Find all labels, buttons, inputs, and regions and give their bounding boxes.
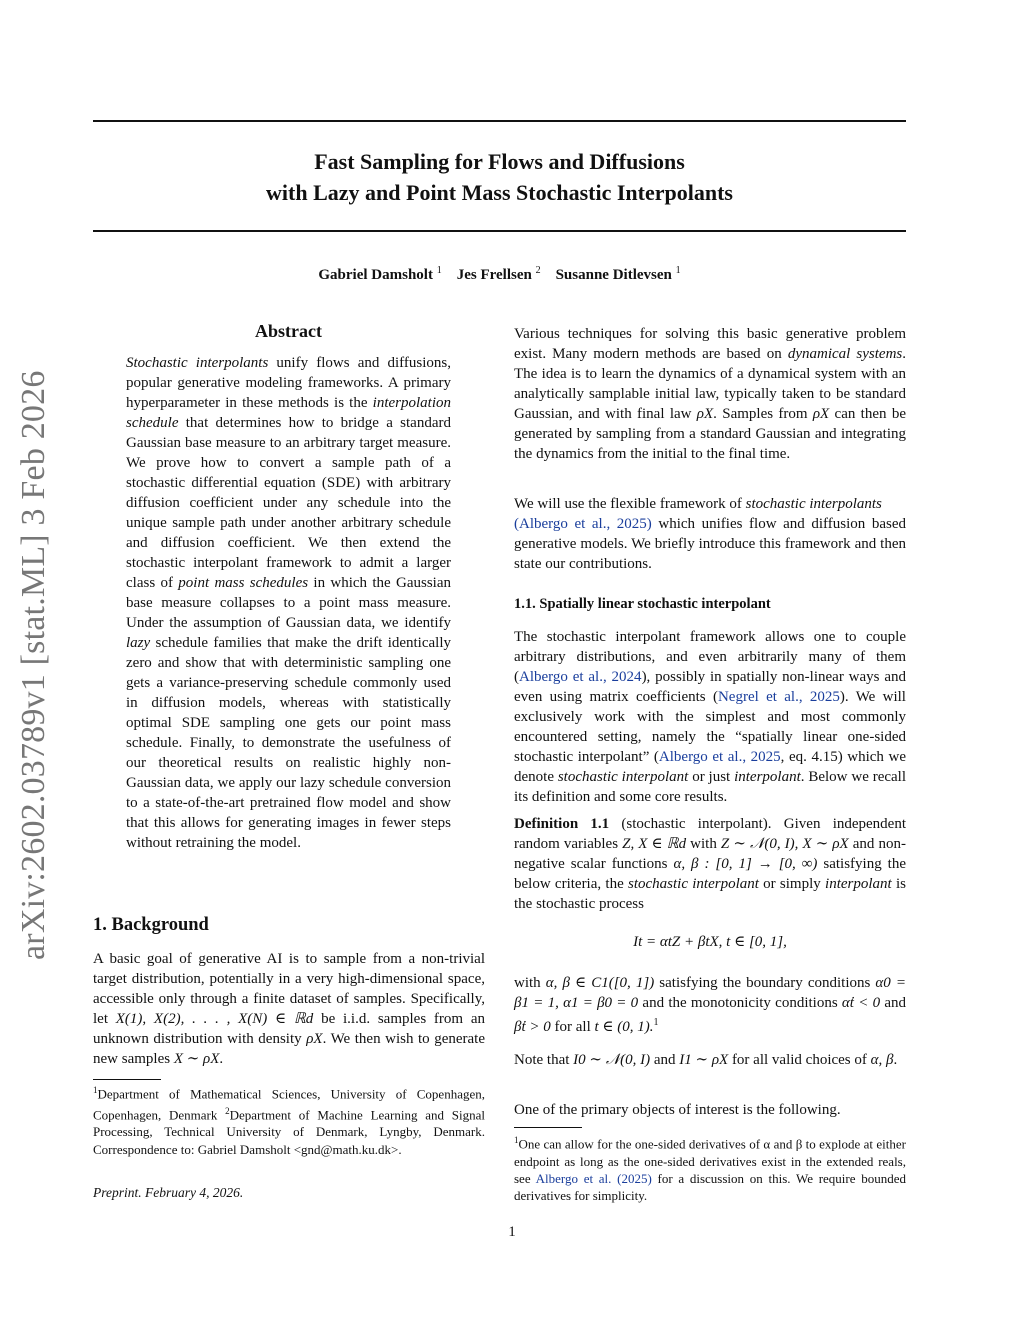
math-inline: α, β ∈ C1([0, 1]) (545, 975, 655, 991)
math-inline: Z ∼ 𝒩(0, I), X ∼ ρX (720, 836, 849, 852)
paragraph-text: Various techniques for solving this basic generative problem exist. Many modern methods are based on (514, 326, 906, 362)
paragraph-text: . Below we recall its definition and some core results. (514, 769, 906, 805)
footnote-mark: 1 (653, 1017, 659, 1028)
abstract-text: unify flows and diffusions, popular generative modeling frameworks. A primary hyperparameter in these methods is the (126, 355, 451, 411)
paragraph-text: dynamical systems (787, 346, 903, 362)
paragraph-text: stochastic interpolants (745, 496, 882, 512)
paragraph-text: stochastic interpolant (557, 769, 689, 785)
footnote-mark: 1 (514, 1135, 519, 1145)
paragraph-text: Note that (514, 1052, 574, 1068)
author-affiliation: 2 (535, 265, 541, 276)
paragraph-text: ). We will exclusively work with the simplest and most commonly encountered setting, namely the “spatially linear one-sided stochastic interpolant” ( (514, 689, 906, 765)
paragraph-text: is the stochastic process (514, 876, 906, 912)
math-inline: ρX (696, 406, 714, 422)
arxiv-identifier: arXiv:2602.03789v1 [stat.ML] 3 Feb 2026 (15, 370, 52, 960)
paragraph-text: and (650, 1052, 680, 1068)
math-inline: I0 ∼ 𝒩(0, I) (573, 1052, 651, 1068)
intro-paragraph-1 (514, 324, 906, 464)
paragraph-text: . The idea is to learn the dynamics of a dynamical system with an analytically samplable initial law, typically taken to be standard Gaussian, and with final law (514, 346, 906, 422)
paragraph-text: stochastic interpolant (627, 876, 759, 892)
paragraph-text: satisfying the below criteria, the (514, 856, 906, 892)
paragraph-text: (stochastic interpolant). (609, 816, 772, 832)
paragraph-text: . We then wish to generate new samples (93, 1031, 486, 1067)
abstract-text: Stochastic interpolants (126, 355, 269, 371)
paragraph-text: and (880, 995, 907, 1011)
paragraph-text: satisfying the boundary conditions (654, 975, 876, 991)
paragraph-text: . (893, 1052, 898, 1068)
citation-link[interactable]: Albergo et al., 2024 (519, 669, 642, 685)
paragraph-text: for all (550, 1019, 595, 1035)
abstract-text: in which the Gaussian base measure collapses to a point mass measure. Under the assumption of Gaussian data, we identify (126, 575, 451, 631)
citation-link[interactable]: Negrel et al., 2025 (717, 689, 840, 705)
paper-title (93, 146, 906, 208)
paragraph-text: with (686, 836, 721, 852)
footnote-mark: 2 (225, 1105, 230, 1116)
abstract-body (126, 353, 451, 853)
footnote-rule (514, 1127, 582, 1128)
math-inline: I1 ∼ ρX (679, 1052, 729, 1068)
page-number: 1 (508, 1224, 516, 1240)
paragraph-text: or simply (758, 876, 826, 892)
paragraph-text: Given independent random variables (514, 816, 907, 852)
paragraph-text: interpolant (825, 876, 892, 892)
footnote-rule (93, 1079, 161, 1080)
paragraph-text: ), possibly in spatially non-linear ways and even using matrix coefficients ( (514, 669, 906, 705)
math-inline: ρX (306, 1031, 323, 1047)
paragraph-text: We will use the flexible framework of (514, 496, 746, 512)
background-paragraph (93, 949, 485, 1069)
derivative-footnote (514, 1132, 906, 1205)
author-name: Gabriel Damsholt (318, 267, 433, 283)
interpolant-equation: It = αtZ + βtX, t ∈ [0, 1], (633, 934, 787, 950)
abstract-text: schedule families that make the drift identically zero and show that with deterministic sampling one gets a variance-preserving schedule commonly used in diffusion models, whereas with statistically optimal SDE sampling one gets our point mass schedule. Finally, to demonstrate the usefulness of our theoretical results on realistic highly non-Gaussian data, we apply our lazy schedule conversion to a state-of-the-art pretrained flow model and show that this allows for generating images in fewer steps without retraining the model. (126, 635, 451, 851)
intro-paragraph-2 (514, 494, 906, 574)
paragraph-text: for all valid choices of (728, 1052, 871, 1068)
title-top-rule (93, 120, 906, 122)
paragraph-text: or just (688, 769, 735, 785)
math-inline: α̇t < 0 (841, 995, 881, 1011)
citation-link[interactable]: Albergo et al. (2025) (535, 1170, 652, 1186)
paragraph-text: , eq. 4.15) which we denote (514, 749, 906, 785)
paragraph-text: and the monotonicity conditions (638, 995, 842, 1011)
paragraph-text: The stochastic interpolant framework allows one to couple arbitrary distributions, and even arbitrarily many of them ( (514, 629, 906, 685)
paragraph-text: A basic goal of generative AI is to sample from a non-trivial target distribution, potentially in a very high-dimensional space, accessible only through a finite dataset of samples. Specifically, let (93, 951, 485, 1027)
note-paragraph (514, 1050, 906, 1070)
closing-sentence: One of the primary objects of interest is the following. (514, 1102, 841, 1118)
paragraph-text: be i.i.d. samples from an unknown distribution with density (93, 1011, 486, 1047)
math-inline: β̇t > 0 (514, 1019, 551, 1035)
boundary-conditions-paragraph (514, 973, 906, 1037)
citation-link[interactable]: Albergo et al., 2025 (658, 749, 781, 765)
subsection-heading: 1.1. Spatially linear stochastic interpolant (514, 596, 771, 612)
paragraph-text: with (514, 975, 546, 991)
title-line-1: Fast Sampling for Flows and Diffusions (314, 149, 685, 174)
definition-block (514, 814, 906, 914)
math-inline: Z, X ∈ ℝd (622, 836, 687, 852)
math-inline: α, β : [0, 1] → [0, ∞) (673, 856, 818, 872)
interpolant-paragraph (514, 627, 906, 807)
abstract-text: point mass schedules (178, 575, 309, 591)
math-inline: α0 = β1 = 1, α1 = β0 = 0 (514, 975, 906, 1011)
citation-link[interactable]: (Albergo et al., 2025) (514, 516, 652, 532)
paragraph-text: . (219, 1051, 224, 1067)
section-heading-background: 1. Background (93, 915, 209, 935)
title-line-2: with Lazy and Point Mass Stochastic Interpolants (266, 180, 733, 205)
abstract-text: that determines how to bridge a standard Gaussian base measure to an arbitrary target measure. We prove how to convert a sample path of a stochastic differential equation (SDE) with arbitrary diffusion coefficient under any schedule into the unique sample path under another arbitrary schedule and diffusion coefficient. We then extend the stochastic interpolant framework to admit a larger class of (126, 415, 451, 591)
math-inline: ρX (812, 406, 830, 422)
math-inline: α, β (870, 1052, 894, 1068)
footnote-text: Department of Machine Learning and Signal Processing, Technical University of Denmark, Lyngby, Denmark. Correspondence to: Gabriel Damsholt <gnd@math.ku.dk>. (93, 1106, 485, 1157)
title-bottom-rule (93, 230, 906, 232)
abstract-text: lazy (126, 635, 151, 651)
abstract-heading: Abstract (255, 321, 322, 341)
abstract-text: interpolation schedule (126, 395, 451, 431)
footnote-text: Department of Mathematical Sciences, University of Copenhagen, Copenhagen, Denmark (93, 1086, 485, 1122)
author-name: Jes Frellsen (456, 267, 532, 283)
paragraph-text: . Samples from (713, 406, 813, 422)
author-affiliation: 1 (675, 265, 681, 276)
author-affiliation: 1 (436, 265, 442, 276)
math-inline: X ∼ ρX (173, 1051, 220, 1067)
footnote-text: for a discussion on this. We require bounded derivatives for simplicity. (514, 1170, 906, 1204)
math-inline: t ∈ (0, 1). (594, 1019, 654, 1035)
footnote-text: One can allow for the one-sided derivatives of α and β to explode at either endpoint as long as the one-sided derivatives exist in the extended reals, see (514, 1136, 906, 1186)
preprint-note (93, 1184, 243, 1201)
definition-label: Definition 1.1 (514, 816, 610, 832)
affiliation-footnote (93, 1082, 485, 1158)
paragraph-text: and non-negative scalar functions (514, 836, 907, 872)
preprint-text: Preprint. February 4, 2026. (93, 1185, 244, 1200)
footnote-mark: 1 (93, 1085, 98, 1095)
math-inline: X(1), X(2), . . . , X(N) ∈ ℝd (115, 1011, 314, 1027)
paragraph-text: interpolant (734, 769, 801, 785)
paragraph-text: can then be generated by sampling from a standard Gaussian and integrating the dynamics from the initial to the final time. (514, 406, 906, 462)
paragraph-text: which unifies flow and diffusion based generative models. We briefly introduce this framework and then state our contributions. (514, 516, 906, 572)
author-list (93, 265, 906, 284)
author-name: Susanne Ditlevsen (555, 267, 672, 283)
